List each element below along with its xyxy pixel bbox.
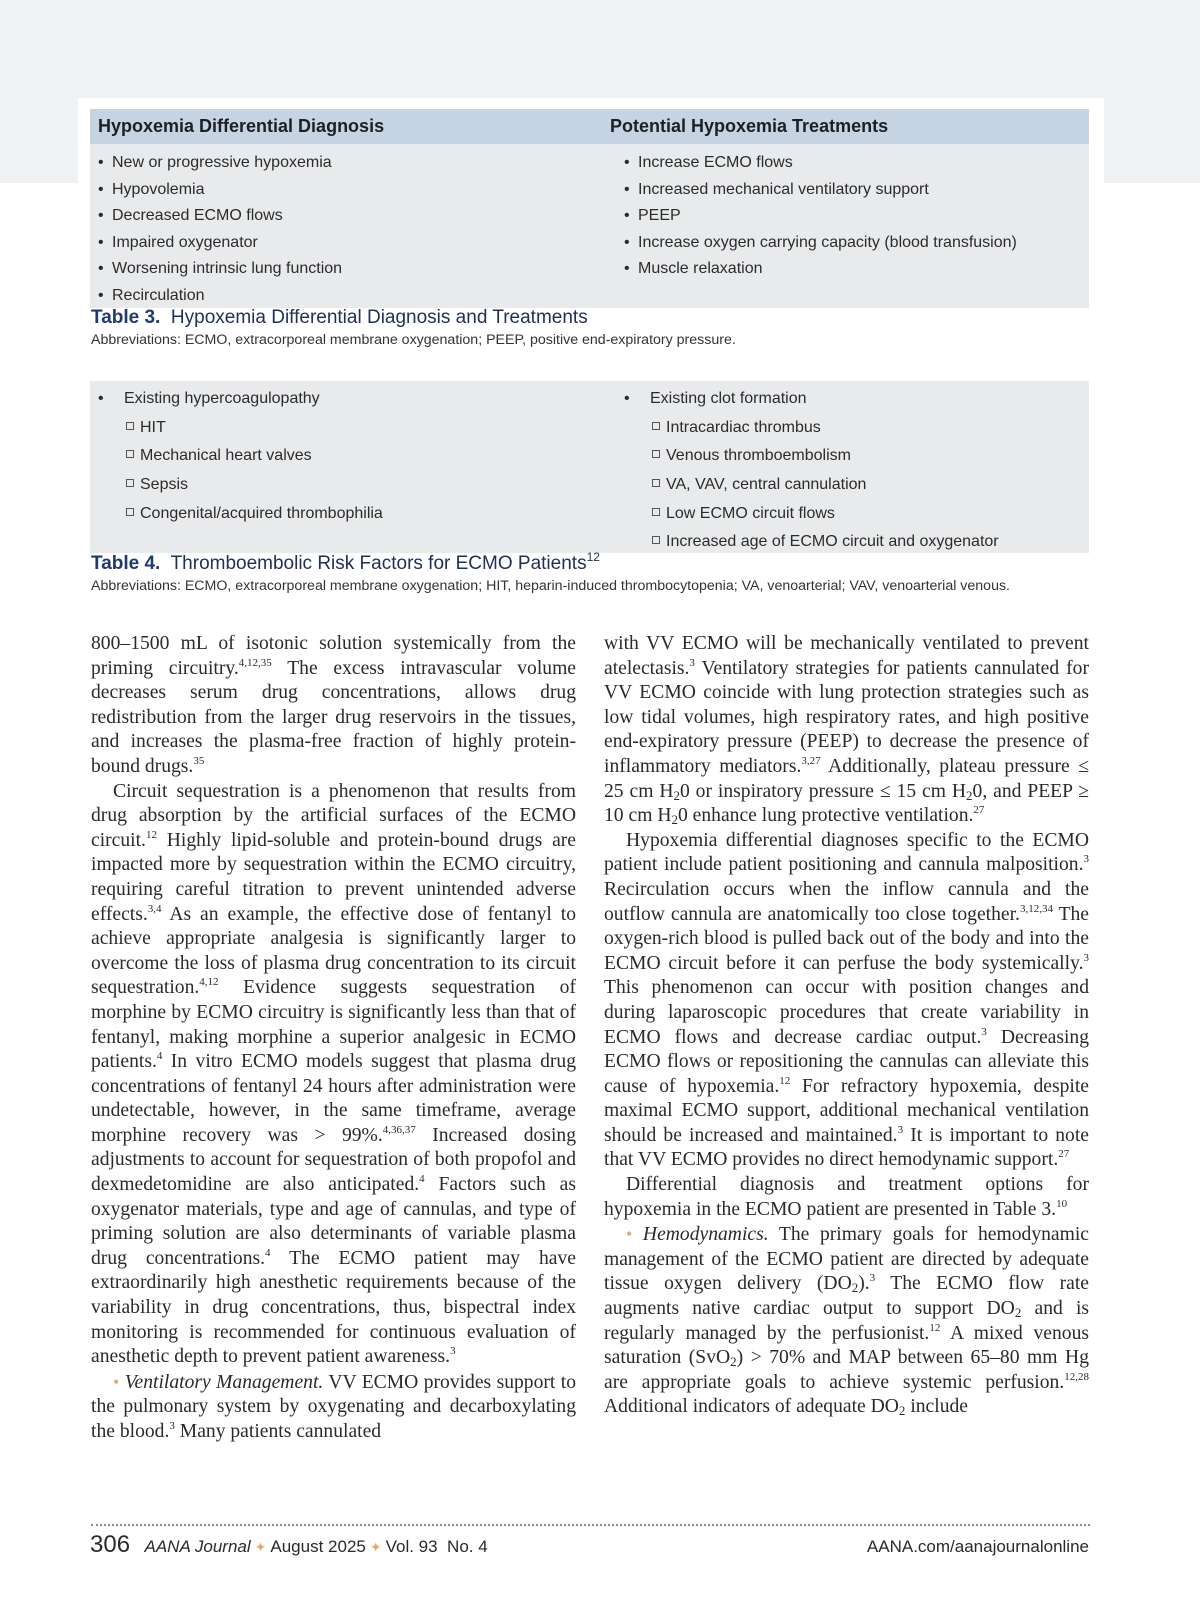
subscript: 2 bbox=[671, 812, 678, 828]
body-text: Hypoxemia differential diagnoses specific to the ECMO patient include patient positioning and cannula malposition. bbox=[604, 829, 1089, 876]
body-column-right bbox=[604, 632, 1089, 1420]
diamond-icon: ✦ bbox=[369, 1539, 382, 1555]
table-3-item-text: Impaired oxygenator bbox=[112, 233, 258, 251]
table-3-item-text: Increased mechanical ventilatory support bbox=[638, 180, 929, 198]
table-3-item-text: Increase ECMO flows bbox=[638, 154, 793, 171]
body-text: Differential diagnosis and treatment options for hypoxemia in the ECMO patient are presented in Table 3. bbox=[604, 1174, 1089, 1220]
citation-reference: 3 bbox=[169, 1420, 175, 1432]
body-text: As an example, the effective dose of fentanyl to achieve appropriate analgesia is significantly larger to overcome the loss of plasma drug concentration to its circuit sequestration. bbox=[91, 903, 576, 999]
bullet-icon: • bbox=[98, 207, 104, 225]
bullet-icon: • bbox=[98, 180, 104, 198]
table-3-list-item bbox=[624, 256, 1017, 283]
table-4-sub-item bbox=[624, 414, 999, 443]
table-4-sub-text: VA, VAV, central cannulation bbox=[666, 476, 867, 494]
table-4-sub-item bbox=[98, 414, 383, 443]
bullet-icon: • bbox=[624, 180, 630, 198]
section-heading: Hemodynamics. bbox=[632, 1224, 769, 1246]
square-bullet-icon bbox=[126, 479, 134, 487]
table-3-list-item bbox=[624, 230, 1017, 257]
table-3-treatment-list bbox=[624, 150, 1017, 283]
square-bullet-icon bbox=[126, 450, 134, 458]
table-4-sub-item bbox=[624, 471, 999, 500]
table-3-list-item bbox=[98, 230, 342, 257]
bullet-icon: • bbox=[98, 286, 104, 304]
footer-citation bbox=[90, 1531, 488, 1559]
table-4-title-reference: 12 bbox=[586, 550, 600, 564]
table-3-diagnosis-list bbox=[98, 150, 342, 310]
body-text: ). bbox=[858, 1273, 870, 1295]
table-4-main-item bbox=[624, 385, 999, 414]
table-4-sub-text: Low ECMO circuit flows bbox=[666, 504, 835, 522]
body-text: The oxygen-rich blood is pulled back out of the body and into the ECMO circuit before it can perfuse the body systemically. bbox=[604, 903, 1089, 974]
citation-reference: 4,36,37 bbox=[382, 1123, 416, 1136]
section-heading: Ventilatory Management. bbox=[119, 1371, 324, 1393]
citation-reference: 12 bbox=[929, 1321, 941, 1334]
body-text: Recirculation occurs when the inflow cannula and the outflow cannula are anatomically too close together. bbox=[604, 878, 1089, 925]
body-text: Many patients cannulated bbox=[174, 1421, 382, 1442]
subscript: 2 bbox=[673, 787, 680, 803]
citation-reference: 3,12,34 bbox=[1019, 902, 1053, 915]
citation-reference: 4,12 bbox=[199, 976, 219, 989]
square-bullet-icon bbox=[652, 536, 660, 544]
table-3-abbreviations: Abbreviations: ECMO, extracorporeal membrane oxygenation; PEEP, positive end-expiratory pressure. bbox=[91, 332, 736, 348]
subscript: 2 bbox=[966, 787, 973, 803]
table-4-sub-text: Venous thromboembolism bbox=[666, 447, 851, 465]
table-4-sub-item bbox=[98, 500, 383, 529]
bullet-icon: • bbox=[98, 260, 104, 278]
table-3-title: Hypoxemia Differential Diagnosis and Treatments bbox=[170, 307, 588, 328]
page-number: 306 bbox=[90, 1531, 131, 1558]
square-bullet-icon bbox=[652, 450, 660, 458]
table-3-list-item bbox=[98, 177, 342, 204]
citation-reference: 3 bbox=[869, 1272, 876, 1285]
table-4-sub-item bbox=[624, 442, 999, 471]
table-3-item-text: Decreased ECMO flows bbox=[112, 207, 283, 225]
body-text: Additionally, plateau pressure ≤ 25 cm H bbox=[604, 755, 1089, 802]
citation-reference: 12 bbox=[145, 828, 157, 841]
body-paragraph bbox=[91, 632, 576, 780]
citation-reference: 3 bbox=[450, 1345, 456, 1358]
body-text: The primary goals for hemodynamic management of the ECMO patient are directed by adequate tissue oxygen delivery (DO bbox=[604, 1224, 1089, 1295]
bullet-icon: • bbox=[98, 390, 104, 407]
bullet-icon: • bbox=[624, 233, 630, 251]
body-text: Factors such as oxygenator materials, type and age of cannulas, and type of priming solution are also determinants of variable plasma drug concentrations. bbox=[91, 1174, 576, 1269]
diamond-icon: ✦ bbox=[254, 1539, 267, 1555]
table-4-right-list bbox=[624, 385, 999, 557]
body-paragraph bbox=[91, 780, 576, 1370]
footer-divider bbox=[91, 1524, 1090, 1526]
citation-reference: 3,27 bbox=[801, 754, 821, 767]
body-text: VV ECMO provides support to the pulmonary system by oxygenating and decarboxylating the blood. bbox=[91, 1371, 577, 1442]
bullet-icon: • bbox=[98, 233, 104, 251]
subscript: 2 bbox=[898, 1403, 906, 1419]
citation-reference: 3 bbox=[897, 1123, 904, 1136]
body-text: 0 enhance lung protective ventilation. bbox=[677, 805, 974, 827]
body-text: and is regularly managed by the perfusionist. bbox=[604, 1298, 1090, 1344]
bullet-icon: • bbox=[624, 390, 630, 407]
table-4-sub-item bbox=[98, 471, 383, 500]
section-bullet-icon: • bbox=[113, 1371, 120, 1392]
table-3-left-header: Hypoxemia Differential Diagnosis bbox=[98, 116, 385, 136]
body-paragraph bbox=[604, 829, 1089, 1173]
body-paragraph bbox=[604, 632, 1089, 829]
table-3-item-text: New or progressive hypoxemia bbox=[112, 154, 332, 171]
citation-reference: 35 bbox=[193, 754, 205, 767]
body-text: For refractory hypoxemia, despite maximal ECMO support, additional mechanical ventilation should be increased and maintained. bbox=[604, 1075, 1090, 1146]
body-text: The ECMO patient may have extraordinarily high anesthetic requirements because of the variability in drug concentrations, thus, bispectral index monitoring is recommended for continuous evaluation of anesthetic depth to prevent patient awareness. bbox=[91, 1247, 576, 1368]
table-4-caption bbox=[91, 550, 1010, 594]
table-3-item-text: Recirculation bbox=[112, 286, 205, 304]
table-3-item-text: Increase oxygen carrying capacity (blood transfusion) bbox=[638, 233, 1017, 251]
body-text: In vitro ECMO models suggest that plasma drug concentrations of fentanyl 24 hours after administration were undetectable, however, in the same timeframe, average morphine recovery was > 99%. bbox=[91, 1051, 576, 1146]
body-paragraph bbox=[91, 1370, 576, 1445]
table-3-caption bbox=[91, 307, 736, 348]
body-column-left bbox=[91, 632, 576, 1445]
square-bullet-icon bbox=[652, 479, 660, 487]
body-text: The ECMO flow rate augments native cardiac output to support DO bbox=[604, 1273, 1089, 1320]
citation-reference: 3 bbox=[981, 1025, 987, 1038]
body-text: This phenomenon can occur with position changes and during laparoscopic procedures that create variability in ECMO flows and decrease cardiac output. bbox=[604, 977, 1089, 1048]
table-3-right-header: Potential Hypoxemia Treatments bbox=[610, 116, 889, 136]
bullet-icon: • bbox=[624, 260, 630, 278]
table-4-title: Thromboembolic Risk Factors for ECMO Patients bbox=[170, 553, 587, 574]
subscript: 2 bbox=[851, 1280, 859, 1296]
table-4-sub-text: Mechanical heart valves bbox=[140, 447, 312, 465]
body-text: A mixed venous saturation (SvO bbox=[604, 1322, 1089, 1369]
citation-reference: 27 bbox=[1058, 1148, 1070, 1161]
subscript: 2 bbox=[1014, 1305, 1022, 1321]
table-3-item-text: Muscle relaxation bbox=[638, 260, 763, 278]
table-4-label: Table 4. bbox=[91, 553, 161, 574]
table-4-main-text: Existing clot formation bbox=[650, 390, 807, 407]
body-text: Increased dosing adjustments to account for sequestration of both propofol and dexmedetomidine are also anticipated. bbox=[91, 1124, 576, 1196]
body-text: 0, and PEEP ≥ 10 cm H bbox=[604, 780, 1089, 827]
table-4-sub-text: Increased age of ECMO circuit and oxygenator bbox=[666, 533, 999, 551]
table-4-sub-text: Sepsis bbox=[140, 476, 189, 494]
table-4 bbox=[90, 381, 1089, 553]
volume: Vol. 93 bbox=[385, 1537, 438, 1556]
body-text: ) > 70% and MAP between 65–80 mm Hg are appropriate goals to achieve systemic perfusion. bbox=[604, 1347, 1089, 1393]
body-text: Ventilatory strategies for patients cannulated for VV ECMO coincide with lung protection strategies such as low tidal volumes, high respiratory rates, and high positive end-expiratory pressure (PEEP) to decrease the presence of inflammatory mediators. bbox=[604, 657, 1089, 777]
citation-reference: 3,4 bbox=[147, 902, 162, 915]
body-text: include bbox=[905, 1396, 968, 1418]
issue-date: August 2025 bbox=[270, 1537, 366, 1556]
citation-reference: 3 bbox=[689, 656, 695, 669]
body-paragraph bbox=[604, 1222, 1089, 1420]
table-4-sub-text: Intracardiac thrombus bbox=[666, 418, 821, 436]
table-4-main-text: Existing hypercoagulopathy bbox=[124, 390, 320, 407]
body-text: Decreasing ECMO flows or repositioning the cannulas can alleviate this cause of hypoxemia. bbox=[604, 1026, 1089, 1097]
square-bullet-icon bbox=[652, 508, 660, 516]
journal-website-link[interactable]: AANA.com/aanajournalonline bbox=[866, 1537, 1089, 1556]
table-4-sub-item bbox=[98, 442, 383, 471]
table-3-list-item bbox=[624, 150, 1017, 177]
body-text: The excess intravascular volume decreases serum drug concentrations, allows drug redistribution from the larger drug reservoirs in the tissues, and increases the plasma-free fraction of highly protein-bound drugs. bbox=[91, 657, 577, 777]
body-text: 0 or inspiratory pressure ≤ 15 cm H bbox=[679, 780, 967, 802]
table-3-item-text: PEEP bbox=[638, 207, 681, 225]
table-3-list-item bbox=[98, 150, 342, 177]
table-3-list-item bbox=[98, 203, 342, 230]
table-4-left-list bbox=[98, 385, 383, 528]
citation-reference: 3 bbox=[1083, 951, 1089, 964]
body-text: Highly lipid-soluble and protein-bound drugs are impacted more by sequestration within the ECMO circuitry, requiring careful titration to prevent unintended adverse effects. bbox=[91, 829, 576, 925]
body-text: Additional indicators of adequate DO bbox=[604, 1396, 899, 1418]
table-3-list-item bbox=[98, 283, 342, 310]
table-4-abbreviations: Abbreviations: ECMO, extracorporeal membrane oxygenation; HIT, heparin-induced thrombocytopenia; VA, venoarterial; VAV, venoarterial venous. bbox=[91, 578, 1010, 594]
table-4-sub-text: Congenital/acquired thrombophilia bbox=[140, 504, 383, 522]
table-3-caption-title bbox=[91, 307, 736, 329]
table-3 bbox=[90, 109, 1089, 308]
citation-reference: 4 bbox=[419, 1173, 425, 1186]
square-bullet-icon bbox=[652, 422, 660, 430]
bullet-icon: • bbox=[98, 154, 104, 171]
table-3-item-text: Worsening intrinsic lung function bbox=[112, 260, 343, 278]
bullet-icon: • bbox=[624, 154, 630, 171]
body-text: It is important to note that VV ECMO provides no direct hemodynamic support. bbox=[604, 1124, 1089, 1171]
table-3-label: Table 3. bbox=[91, 307, 161, 328]
citation-reference: 4 bbox=[156, 1050, 163, 1063]
table-3-list-item bbox=[624, 203, 1017, 230]
body-text: 800–1500 mL of isotonic solution systemically from the priming circuitry. bbox=[91, 633, 576, 679]
issue-number: No. 4 bbox=[447, 1537, 488, 1556]
citation-reference: 12 bbox=[779, 1074, 791, 1087]
citation-reference: 4 bbox=[265, 1246, 271, 1259]
citation-reference: 12,28 bbox=[1064, 1370, 1089, 1383]
table-4-caption-title bbox=[91, 550, 1010, 575]
subscript: 2 bbox=[730, 1354, 737, 1370]
citation-reference: 27 bbox=[973, 804, 985, 817]
citation-reference: 4,12,35 bbox=[238, 656, 272, 669]
table-4-main-item bbox=[98, 385, 383, 414]
square-bullet-icon bbox=[126, 422, 134, 430]
body-text: Circuit sequestration is a phenomenon that results from drug absorption by the artificial surfaces of the ECMO circuit. bbox=[91, 780, 576, 851]
table-4-sub-text: HIT bbox=[140, 418, 166, 436]
table-3-header-row bbox=[90, 109, 1089, 144]
table-3-list-item bbox=[624, 177, 1017, 204]
citation-reference: 3 bbox=[1083, 853, 1089, 866]
citation-reference: 10 bbox=[1056, 1197, 1068, 1210]
body-text: with VV ECMO will be mechanically ventilated to prevent atelectasis. bbox=[604, 633, 1089, 679]
bullet-icon: • bbox=[624, 207, 630, 225]
journal-name: AANA Journal bbox=[144, 1537, 251, 1556]
section-bullet-icon: • bbox=[626, 1224, 633, 1245]
body-text: Evidence suggests sequestration of morphine by ECMO circuitry is significantly less than that of fentanyl, making morphine a superior analgesic in ECMO patients. bbox=[91, 977, 576, 1073]
table-4-sub-item bbox=[624, 500, 999, 529]
square-bullet-icon bbox=[126, 508, 134, 516]
table-3-item-text: Hypovolemia bbox=[112, 180, 205, 198]
body-paragraph bbox=[604, 1173, 1089, 1222]
table-3-list-item bbox=[98, 256, 342, 283]
